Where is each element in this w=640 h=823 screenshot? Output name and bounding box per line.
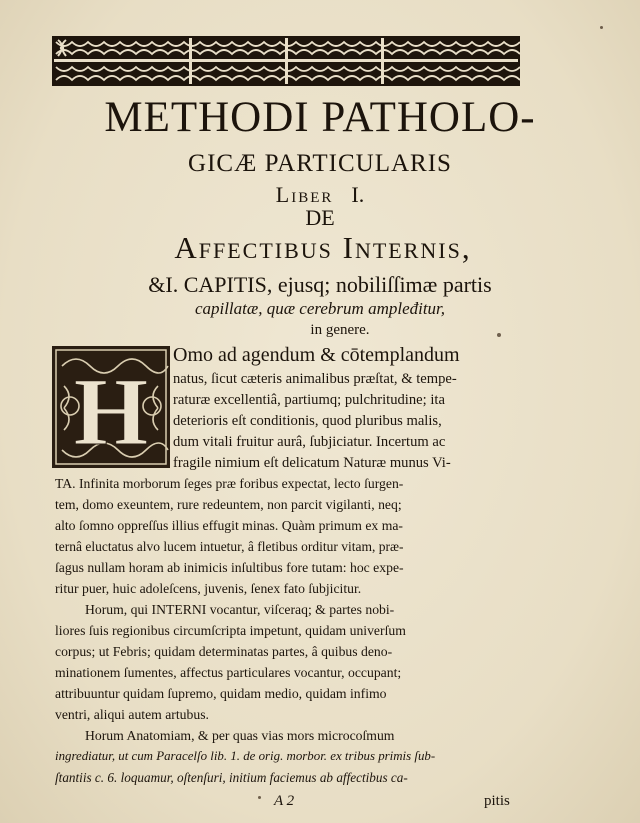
body-line: Horum, qui INTERNI vocantur, viſceraq; & partes nobi-: [85, 602, 395, 617]
body-line: natus, ſicut cæteris animalibus præſtat, & tempe-: [173, 371, 457, 387]
title-line-1: METHODI PATHOLO-: [104, 94, 536, 141]
body-line: alto ſomno oppreſſus illius effugit minas. Quàm primum ex ma-: [55, 518, 403, 533]
signature-mark: A 2: [274, 793, 295, 809]
body-line: ventri, aliqui autem artubus.: [55, 707, 209, 722]
body-line: ternâ eluctatus alvo lucem intuetur, â fletibus orditur vitam, præ-: [55, 539, 404, 554]
capitis-heading: &I. CAPITIS, ejusq; nobiliſſimæ partis: [148, 272, 492, 297]
liber-number: I.: [351, 182, 365, 207]
body-line: ritur puer, huic adoleſcens, juvenis, ſenex fato ſubjicitur.: [55, 581, 362, 596]
de-heading: DE: [305, 205, 335, 230]
body-line: Horum Anatomiam, & per quas vias mors microcoſmum: [85, 728, 395, 743]
body-line: corpus; ut Febris; quidam determinatas partes, â quibus deno-: [55, 644, 393, 659]
affectibus-heading: Affectibus Internis,: [174, 230, 472, 265]
ink-speck: [258, 796, 261, 799]
liber-word: Liber: [275, 182, 334, 207]
body-line: ingrediatur, ut cum Paracelſo lib. 1. de orig. morbor. ex tribus primis ſub-: [55, 749, 436, 763]
capillatae-heading: capillatæ, quæ cerebrum ampleđitur,: [194, 299, 446, 318]
initial-letter: H: [73, 358, 149, 465]
ornamental-headband: [52, 36, 520, 86]
decorated-initial: [52, 346, 170, 468]
ink-speck: [600, 26, 603, 29]
body-line: ſagus nullam horam ab inimicis inſultibus fore tutam: hoc expe-: [55, 560, 404, 575]
body-line: attribuuntur quidam ſupremo, quidam medio, quidam infimo: [55, 686, 387, 701]
body-line: minationem ſumentes, affectus particulares vocantur, occupant;: [55, 665, 402, 680]
body-line: liores ſuis regionibus circumſcripta impetunt, quidam univerſum: [55, 623, 406, 638]
initial-ornament-icon: [52, 346, 170, 468]
catchword: pitis: [484, 793, 510, 809]
in-genere-heading: in genere.: [310, 322, 370, 338]
body-line: TA. Infinita morborum ſeges præ foribus expectat, lecto ſurgen-: [55, 476, 404, 491]
body-line: dum vitali fruitur aurâ, ſubjiciatur. Incertum ac: [173, 434, 446, 450]
body-line: Omo ad agendum & cōtemplandum: [173, 344, 460, 366]
body-line: tem, domo exeuntem, rure redeuntem, non parcit vigilanti, neq;: [55, 497, 402, 512]
title-line-2: GICÆ PARTICULARIS: [188, 150, 452, 177]
body-line: raturæ excellentiâ, partiumq; pulchritudine; ita: [173, 392, 445, 408]
body-line: ſtantiis c. 6. loquamur, oſtenſuri, initium faciemus ab affectibus ca-: [55, 770, 408, 785]
body-line: deterioris eſt conditionis, quod pluribus malis,: [173, 413, 442, 429]
body-line: fragile nimium eſt delicatum Naturæ munus Vi-: [173, 455, 451, 471]
